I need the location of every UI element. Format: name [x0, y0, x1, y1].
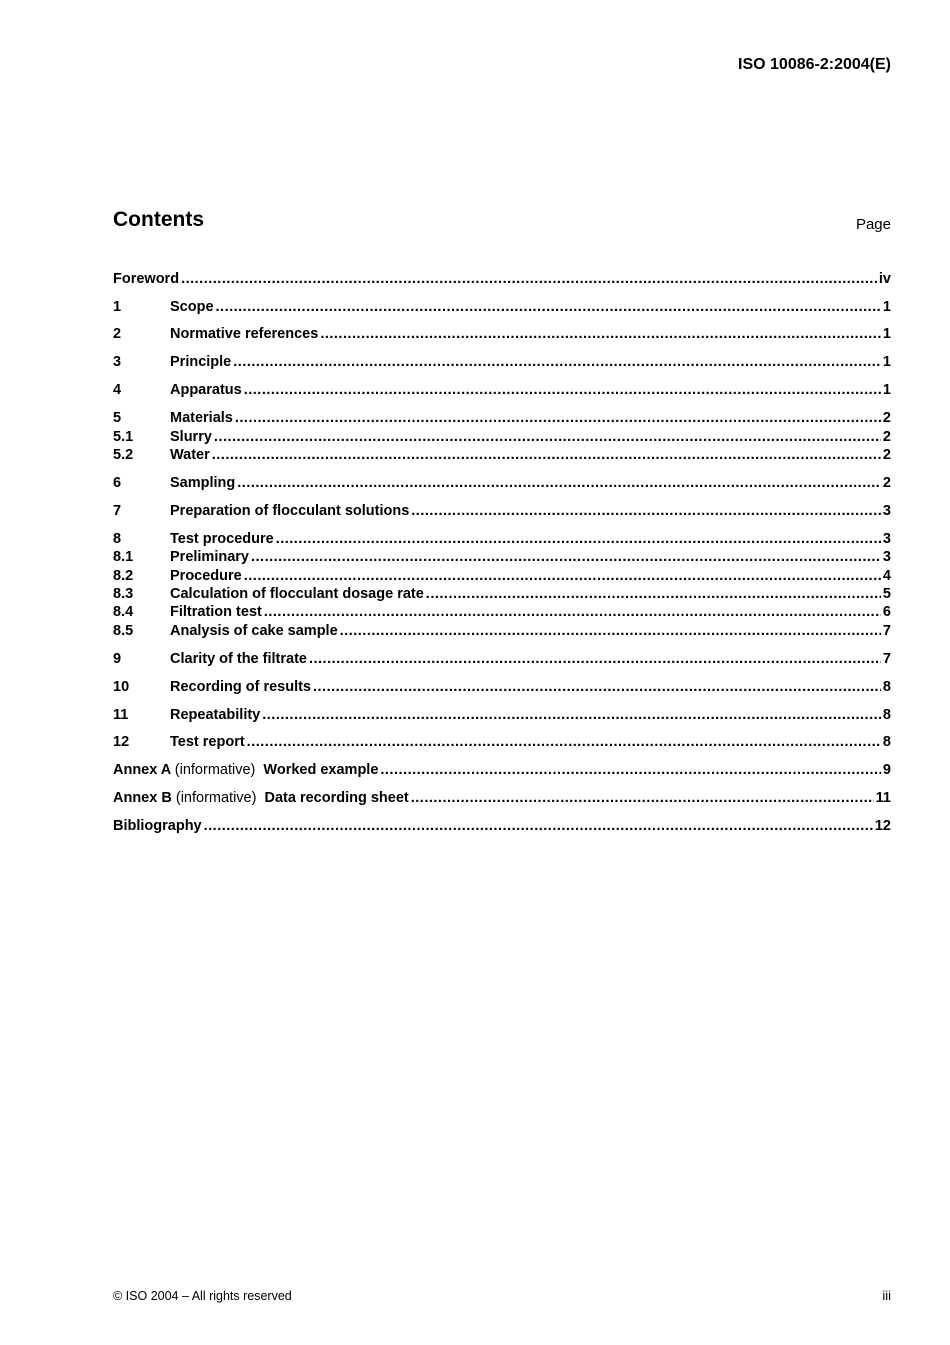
toc-entry-page: 8: [882, 679, 891, 695]
toc-entry[interactable]: [113, 603, 891, 621]
toc-entry[interactable]: [113, 817, 891, 835]
toc-entry[interactable]: [113, 650, 891, 668]
leader-dots: [313, 678, 881, 696]
toc-entry-title: Clarity of the filtrate: [170, 651, 307, 667]
toc-entry-number: 5.1: [113, 429, 134, 445]
toc-entry-page: 3: [882, 531, 891, 547]
toc-entry-title: Water: [170, 447, 210, 463]
toc-entry-title: Sampling: [170, 475, 236, 491]
toc-entry-number: 5: [113, 410, 122, 426]
toc-entry-page: 2: [882, 410, 891, 426]
toc-entry-title: [113, 761, 378, 779]
toc-entry-page: 12: [874, 818, 891, 834]
leader-dots: [411, 502, 881, 520]
toc-entry-page: 7: [882, 623, 891, 639]
leader-dots: [264, 603, 881, 621]
annex-type: (informative): [174, 762, 256, 778]
leader-dots: [247, 733, 881, 751]
toc-entry-number: 8: [113, 531, 122, 547]
leader-dots: [216, 298, 881, 316]
toc-entry[interactable]: [113, 353, 891, 371]
toc-entry[interactable]: [113, 548, 891, 566]
toc-entry-number: 8.2: [113, 568, 134, 584]
annex-label: Annex A: [113, 762, 171, 778]
leader-dots: [320, 325, 881, 343]
toc-entry[interactable]: [113, 585, 891, 603]
toc-entry-title: Principle: [170, 354, 232, 370]
toc-entry-page: 1: [882, 299, 891, 315]
annex-type: (informative): [175, 790, 257, 806]
annex-title: Worked example: [263, 762, 379, 778]
toc-entry-page: 9: [882, 762, 891, 778]
leader-dots: [251, 548, 881, 566]
toc-entry-number: 6: [113, 475, 122, 491]
page-number: iii: [882, 1288, 891, 1303]
toc-entry-title: Foreword: [113, 271, 180, 287]
toc-entry-page: 8: [882, 734, 891, 750]
toc-entry-title: Normative references: [170, 326, 319, 342]
toc-entry-page: 2: [882, 475, 891, 491]
toc-entry-title: Bibliography: [113, 818, 202, 834]
toc-entry-page: 3: [882, 549, 891, 565]
toc-entry[interactable]: [113, 733, 891, 751]
toc-entry-number: 9: [113, 651, 122, 667]
toc-entry[interactable]: [113, 325, 891, 343]
toc-entry-number: 8.4: [113, 604, 134, 620]
toc-entry-title: Preliminary: [170, 549, 249, 565]
toc-entry-title: Test report: [170, 734, 245, 750]
toc-entry-number: 7: [113, 503, 122, 519]
toc-entry-page: 11: [875, 790, 891, 806]
leader-dots: [237, 474, 881, 492]
toc-entry-page: 1: [882, 326, 891, 342]
toc-entry-title: Slurry: [170, 429, 212, 445]
toc-entry-page: 4: [882, 568, 891, 584]
toc-entry[interactable]: [113, 622, 891, 640]
leader-dots: [204, 817, 873, 835]
document-id: ISO 10086-2:2004(E): [738, 56, 891, 73]
toc-entry-page: 7: [882, 651, 891, 667]
toc-entry[interactable]: [113, 381, 891, 399]
toc-entry-number: 10: [113, 679, 130, 695]
toc-entry-title: Scope: [170, 299, 214, 315]
toc-entry[interactable]: [113, 530, 891, 548]
toc-entry-page: 3: [882, 503, 891, 519]
toc-entry-number: 1: [113, 299, 122, 315]
toc-entry[interactable]: [113, 502, 891, 520]
toc-entry[interactable]: [113, 428, 891, 446]
leader-dots: [214, 428, 881, 446]
toc-entry-page: 5: [882, 586, 891, 602]
toc-entry-title: Preparation of flocculant solutions: [170, 503, 410, 519]
copyright-notice: © ISO 2004 – All rights reserved: [113, 1289, 292, 1303]
toc-entry-title: Test procedure: [170, 531, 274, 547]
leader-dots: [380, 761, 881, 779]
toc-entry-title: Recording of results: [170, 679, 311, 695]
toc-entry[interactable]: [113, 761, 891, 779]
toc-entry[interactable]: [113, 298, 891, 316]
page-column-label: Page: [855, 216, 891, 233]
contents-title: Contents: [113, 208, 204, 231]
toc-entry-title: Repeatability: [170, 707, 261, 723]
toc-entry[interactable]: [113, 446, 891, 464]
toc-entry-number: 8.1: [113, 549, 134, 565]
leader-dots: [411, 789, 874, 807]
toc-entry-number: 4: [113, 382, 122, 398]
toc-entry[interactable]: [113, 474, 891, 492]
toc-entry-number: 2: [113, 326, 122, 342]
toc-entry-page: iv: [878, 271, 891, 287]
leader-dots: [212, 446, 881, 464]
toc-entry-number: 5.2: [113, 447, 134, 463]
toc-entry[interactable]: [113, 409, 891, 427]
toc-entry[interactable]: [113, 789, 891, 807]
toc-entry-title: Filtration test: [170, 604, 262, 620]
toc-entry-number: 3: [113, 354, 122, 370]
leader-dots: [262, 706, 881, 724]
toc-entry[interactable]: [113, 270, 891, 288]
leader-dots: [244, 381, 881, 399]
toc-entry-title: Calculation of flocculant dosage rate: [170, 586, 424, 602]
toc-entry-page: 8: [882, 707, 891, 723]
leader-dots: [235, 409, 881, 427]
toc-entry[interactable]: [113, 567, 891, 585]
leader-dots: [244, 567, 881, 585]
toc-entry-number: 8.5: [113, 623, 134, 639]
toc-entry-page: 6: [882, 604, 891, 620]
toc-entry-title: Analysis of cake sample: [170, 623, 338, 639]
toc-entry-title: Apparatus: [170, 382, 242, 398]
toc-entry-number: 11: [113, 707, 129, 723]
toc-entry-number: 12: [113, 734, 130, 750]
toc-entry-title: Procedure: [170, 568, 242, 584]
leader-dots: [233, 353, 881, 371]
toc-entry-page: 1: [882, 382, 891, 398]
leader-dots: [276, 530, 881, 548]
toc-entry-page: 2: [882, 429, 891, 445]
annex-title: Data recording sheet: [264, 790, 409, 806]
leader-dots: [340, 622, 881, 640]
toc-entry[interactable]: [113, 706, 891, 724]
leader-dots: [181, 270, 877, 288]
leader-dots: [426, 585, 881, 603]
toc-entry-page: 2: [882, 447, 891, 463]
toc-entry-title: [113, 789, 409, 807]
toc-entry-number: 8.3: [113, 586, 134, 602]
toc-entry-title: Materials: [170, 410, 233, 426]
toc-entry-page: 1: [882, 354, 891, 370]
leader-dots: [309, 650, 881, 668]
annex-label: Annex B: [113, 790, 172, 806]
toc-entry[interactable]: [113, 678, 891, 696]
